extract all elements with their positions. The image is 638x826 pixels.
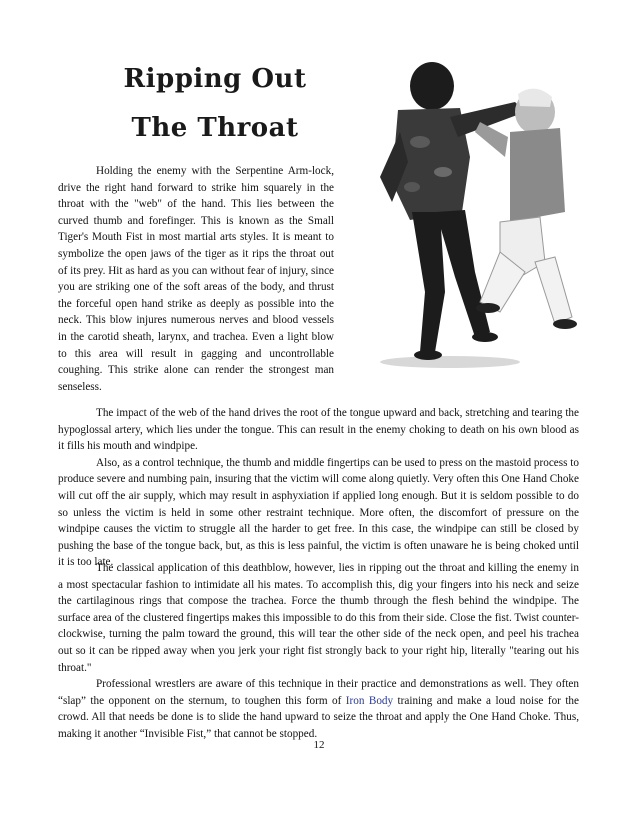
paragraph-wrestlers (58, 676, 579, 742)
body-section-2 (58, 560, 579, 743)
fighters-photo (340, 62, 582, 380)
paragraph-intro: Holding the enemy with the Serpentine Arm-lock, drive the right hand forward to strike him squarely in the throat with the "web" of the hand. This lies between the curved thumb and forefinger. This is known as the Small Tiger's Mouth Fist in most martial arts styles. It is meant to symbolize the open jaws of the tiger as it rips the throat out of its prey. Hit as hard as you can without fear of injury, since you are striking one of the soft areas of the body, and thrust the forceful open hand strike as deeply as possible into the neck. This blow injures numerous nerves and blood vessels in the carotid sheath, larynx, and trachea. Even a light blow to this area will result in gagging and uncontrollable coughing. This strike alone can render the strongest man senseless. (58, 165, 334, 393)
body-section-1 (58, 405, 579, 571)
paragraph-impact: The impact of the web of the hand drives the root of the tongue upward and back, stretching and tearing the hypoglossal artery, which lies under the tongue. This can result in the enemy choking to death on his own blood as it fills his mouth and windpipe. (58, 407, 579, 453)
title-line-2: The Throat (131, 113, 299, 143)
paragraph-control: Also, as a control technique, the thumb and middle fingertips can be used to press on the mastoid process to produce severe and numbing pain, insuring that the victim will come along quietly. Very often this One Hand Choke will cut off the air supply, which may result in asphyxiation if applied long enough. But it is seldom possible to do so unless the victim is held in some other restraint technique. More often, the discomfort of pressure on the windpipe causes the victim to struggle all the harder to get free. In this case, the windpipe can still be closed by pushing the base of the tongue back, but, as this is less painful, the victim is often unaware he is being choked until it is too late. (58, 456, 579, 569)
title-line-1: Ripping Out (123, 64, 307, 94)
paragraph-classical: The classical application of this deathblow, however, lies in ripping out the throat and killing the enemy in a most spectacular fashion to intimidate all his mates. To accomplish this, dig your fingers into his neck and seize the cartilaginous rings that compose the trachea. Force the thumb through the flesh behind the windpipe. The surface area of the clustered fingertips makes this impossible to do this from their side. Close the fist. Twist counter-clockwise, turning the palm toward the ground, this will tear the other side of the neck open, and peel his trachea out so it can be ripped away when you jerk your right fist strongly back to your right hip, literally "tearing out his throat." (58, 562, 579, 674)
page-number: 12 (313, 739, 325, 751)
wrestlers-text-end: training and make a loud noise for the crowd. All that needs be done is to slide the hand upward to seize the throat and apply the One Hand Choke. Thus, making it another “Invisible Fist,” that cannot be stopped. (58, 694, 579, 740)
wrestlers-text-start: Professional wrestlers are aware of this technique in their practice and demonstrations as well. They often “slap” the opponent on the sternum, to toughen this form of (58, 678, 579, 707)
iron-body-link[interactable]: Iron Body (345, 694, 394, 707)
